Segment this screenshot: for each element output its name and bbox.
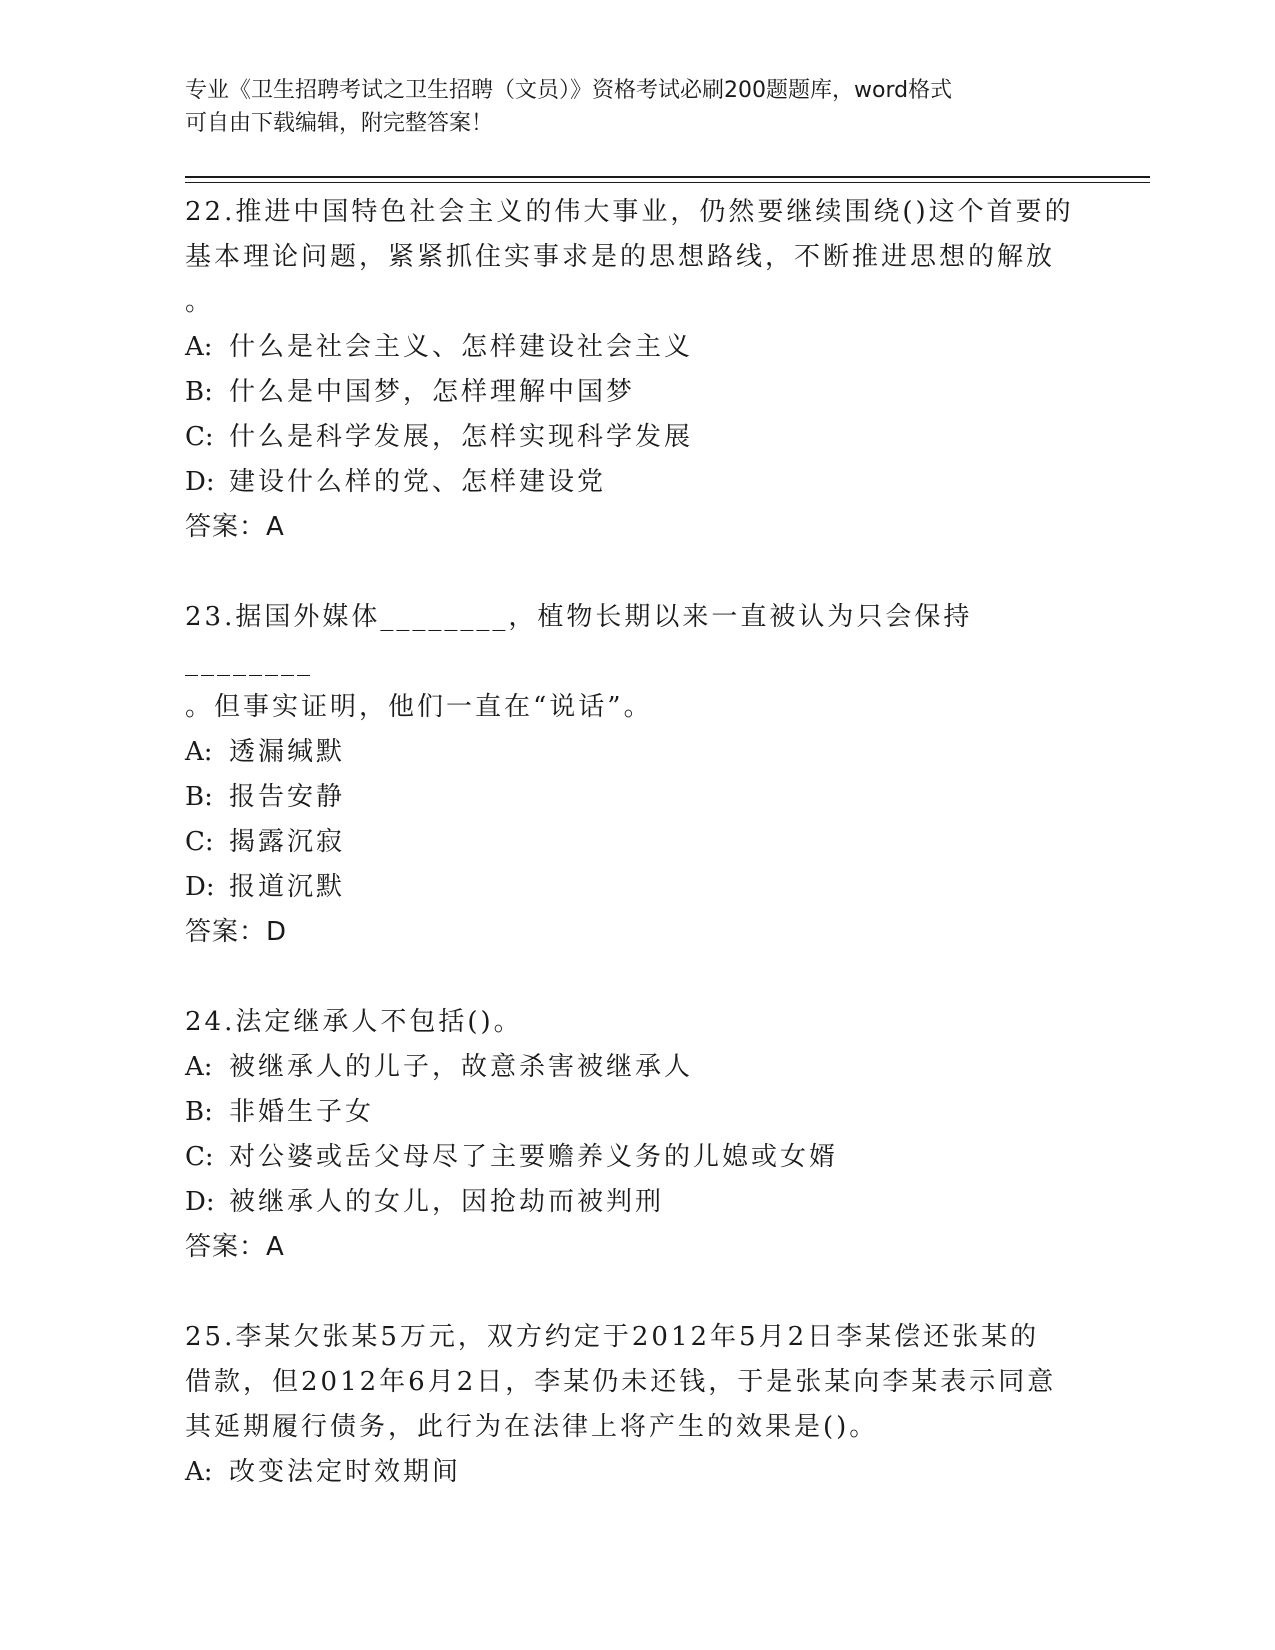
- option-d: [185, 865, 1085, 910]
- header-line-1: 专业《卫生招聘考试之卫生招聘（文员）》资格考试必刷200题题库，word格式: [185, 78, 953, 103]
- document-header: [185, 74, 1085, 140]
- option-b: [185, 1090, 1085, 1135]
- option-key: B:: [185, 1097, 213, 1127]
- option-text: 对公婆或岳父母尽了主要赡养义务的儿媳或女婿: [229, 1142, 839, 1172]
- answer-label: 答案：D: [185, 917, 288, 947]
- option-text: 报道沉默: [229, 872, 346, 902]
- option-d: [185, 1180, 1085, 1225]
- question-text-line: 23.据国外媒体________，植物长期以来一直被认为只会保持________: [185, 602, 973, 677]
- answer-label: 答案：A: [185, 512, 285, 542]
- header-line-2: 可自由下载编辑，附完整答案！: [185, 111, 494, 136]
- option-key: A:: [185, 1052, 213, 1082]
- option-d: [185, 460, 1085, 505]
- question-spacer: [185, 1270, 1085, 1315]
- option-a: [185, 325, 1085, 370]
- question-23: [185, 595, 1085, 955]
- option-key: D:: [185, 467, 215, 497]
- question-text-line: 。: [185, 287, 215, 317]
- option-key: A:: [185, 332, 213, 362]
- option-text: 报告安静: [229, 782, 346, 812]
- question-25: [185, 1315, 1085, 1495]
- option-a: [185, 730, 1085, 775]
- option-text: 什么是中国梦，怎样理解中国梦: [229, 377, 636, 407]
- header-divider-thick: [185, 176, 1150, 178]
- option-c: [185, 415, 1085, 460]
- question-text-line: 24.法定继承人不包括()。: [185, 1007, 523, 1037]
- option-key: A:: [185, 737, 213, 767]
- option-text: 透漏缄默: [229, 737, 346, 767]
- option-key: C:: [185, 827, 214, 857]
- option-text: 被继承人的儿子，故意杀害被继承人: [229, 1052, 694, 1082]
- option-text: 被继承人的女儿，因抢劫而被判刑: [229, 1187, 665, 1217]
- option-a: [185, 1045, 1085, 1090]
- option-text: 建设什么样的党、怎样建设党: [229, 467, 607, 497]
- option-text: 改变法定时效期间: [229, 1457, 462, 1487]
- option-text: 揭露沉寂: [229, 827, 346, 857]
- option-key: A:: [185, 1457, 213, 1487]
- question-list: [185, 190, 1085, 1495]
- option-key: C:: [185, 422, 214, 452]
- question-24: [185, 1000, 1085, 1270]
- option-key: B:: [185, 782, 213, 812]
- question-text-line: 22.推进中国特色社会主义的伟大事业，仍然要继续围绕()这个首要的: [185, 197, 1074, 227]
- option-c: [185, 820, 1085, 865]
- option-b: [185, 775, 1085, 820]
- question-text-line: 25.李某欠张某5万元，双方约定于2012年5月2日李某偿还张某的: [185, 1322, 1040, 1352]
- option-b: [185, 370, 1085, 415]
- option-text: 什么是社会主义、怎样建设社会主义: [229, 332, 694, 362]
- option-key: B:: [185, 377, 213, 407]
- option-text: 什么是科学发展，怎样实现科学发展: [229, 422, 694, 452]
- question-text-line: 借款，但2012年6月2日，李某仍未还钱，于是张某向李某表示同意: [185, 1367, 1057, 1397]
- option-a: [185, 1450, 1085, 1495]
- option-text: 非婚生子女: [229, 1097, 375, 1127]
- question-22: [185, 190, 1085, 550]
- option-key: D:: [185, 1187, 215, 1217]
- answer-label: 答案：A: [185, 1232, 285, 1262]
- question-text-line: 基本理论问题，紧紧抓住实事求是的思想路线，不断推进思想的解放: [185, 242, 1056, 272]
- question-text-line: 。但事实证明，他们一直在“说话”。: [185, 692, 653, 722]
- option-key: D:: [185, 872, 215, 902]
- question-spacer: [185, 955, 1085, 1000]
- option-key: C:: [185, 1142, 214, 1172]
- header-divider-thin: [185, 182, 1150, 183]
- option-c: [185, 1135, 1085, 1180]
- question-text-line: 其延期履行债务，此行为在法律上将产生的效果是()。: [185, 1412, 879, 1442]
- question-spacer: [185, 550, 1085, 595]
